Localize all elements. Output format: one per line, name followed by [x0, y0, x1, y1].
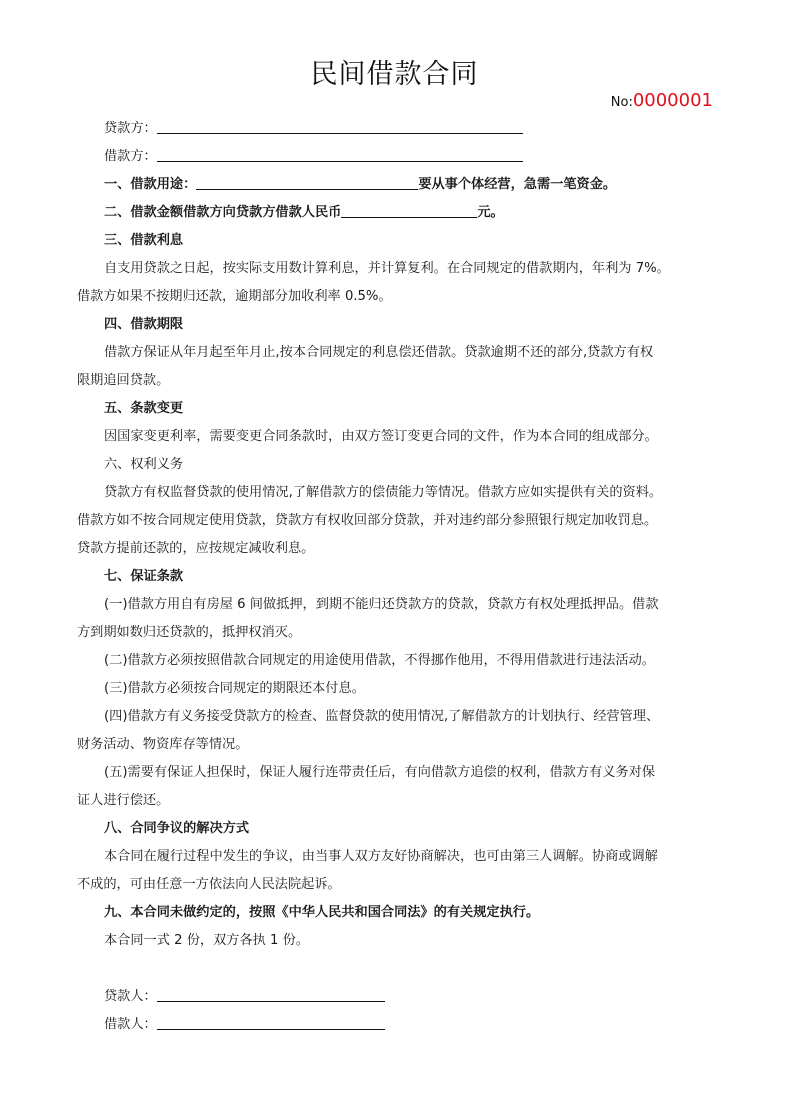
section-3-line-1: 自支用贷款之日起，按实际支用数计算利息，并计算复利。在合同规定的借款期内，年利为 7%。 [104, 261, 670, 276]
section-7-item-1-line-1: (一)借款方用自有房屋 6 间做抵押，到期不能归还贷款方的贷款，贷款方有权处理抵押品。借款 [104, 597, 659, 612]
borrower-signature-blank [157, 1015, 385, 1030]
section-5-heading: 五、条款变更 [104, 401, 184, 416]
section-6-heading: 六、权利义务 [104, 457, 184, 472]
section-3-heading: 三、借款利息 [104, 233, 184, 248]
section-8-heading: 八、合同争议的解决方式 [104, 821, 250, 836]
section-7-item-5-line-2: 证人进行偿还。 [77, 793, 170, 808]
section-2-post: 元。 [477, 205, 504, 220]
section-2 [104, 203, 744, 223]
section-1-pre: 一、借款用途： [104, 177, 197, 192]
section-7-item-5-line-1: (五)需要有保证人担保时，保证人履行连带责任后，有向借款方追偿的权利，借款方有义务对保 [104, 765, 655, 780]
borrower-signature-line [104, 1015, 744, 1035]
closing-text: 本合同一式 2 份，双方各执 1 份。 [104, 933, 309, 948]
lender-signature-line [104, 987, 744, 1007]
section-7-heading: 七、保证条款 [104, 569, 184, 584]
lender-line [104, 119, 744, 139]
section-8-line-2: 不成的，可由任意一方依法向人民法院起诉。 [77, 877, 341, 892]
section-6-line-3: 贷款方提前还款的，应按规定减收利息。 [77, 541, 315, 556]
section-7-item-4-line-1: (四)借款方有义务接受贷款方的检查、监督贷款的使用情况,了解借款方的计划执行、经营管理、 [104, 709, 660, 724]
document-number-label: No: [610, 95, 633, 110]
section-4-heading: 四、借款期限 [104, 317, 184, 332]
lender-label: 贷款方： [104, 121, 157, 136]
borrower-blank [157, 147, 523, 162]
section-1-post: 要从事个体经营，急需一笔资金。 [418, 177, 617, 192]
borrower-signature-label: 借款人： [104, 1017, 157, 1032]
amount-blank [341, 203, 477, 218]
lender-signature-label: 贷款人： [104, 989, 157, 1004]
section-2-pre: 二、借款金额借款方向贷款方借款人民币 [104, 205, 342, 220]
lender-signature-blank [157, 987, 385, 1002]
lender-blank [157, 119, 523, 134]
section-6-line-1: 贷款方有权监督贷款的使用情况,了解借款方的偿债能力等情况。借款方应如实提供有关的资料。 [104, 485, 663, 500]
section-4-line-2: 限期追回贷款。 [77, 373, 170, 388]
document-number [611, 90, 713, 111]
purpose-blank [196, 175, 418, 190]
section-8-line-1: 本合同在履行过程中发生的争议，由当事人双方友好协商解决，也可由第三人调解。协商或调解 [104, 849, 658, 864]
page-title: 民间借款合同 [310, 59, 479, 90]
borrower-label: 借款方： [104, 149, 157, 164]
section-7-item-4-line-2: 财务活动、物资库存等情况。 [77, 737, 249, 752]
document-number-value: 0000001 [632, 90, 713, 111]
section-1 [104, 175, 744, 195]
section-7-item-3: (三)借款方必须按合同规定的期限还本付息。 [104, 681, 365, 696]
section-6-line-2: 借款方如不按合同规定使用贷款，贷款方有权收回部分贷款，并对违约部分参照银行规定加收罚息。 [77, 513, 658, 528]
section-7-item-2: (二)借款方必须按照借款合同规定的用途使用借款，不得挪作他用，不得用借款进行违法活动。 [104, 653, 655, 668]
section-9-heading: 九、本合同未做约定的，按照《中华人民共和国合同法》的有关规定执行。 [104, 905, 540, 920]
section-5-line-1: 因国家变更利率，需要变更合同条款时，由双方签订变更合同的文件，作为本合同的组成部分。 [104, 429, 658, 444]
section-7-item-1-line-2: 方到期如数归还贷款的，抵押权消灭。 [77, 625, 302, 640]
section-4-line-1: 借款方保证从年月起至年月止,按本合同规定的利息偿还借款。贷款逾期不还的部分,贷款方有权 [104, 345, 654, 360]
section-3-line-2: 借款方如果不按期归还款，逾期部分加收利率 0.5%。 [77, 289, 392, 304]
borrower-line [104, 147, 744, 167]
